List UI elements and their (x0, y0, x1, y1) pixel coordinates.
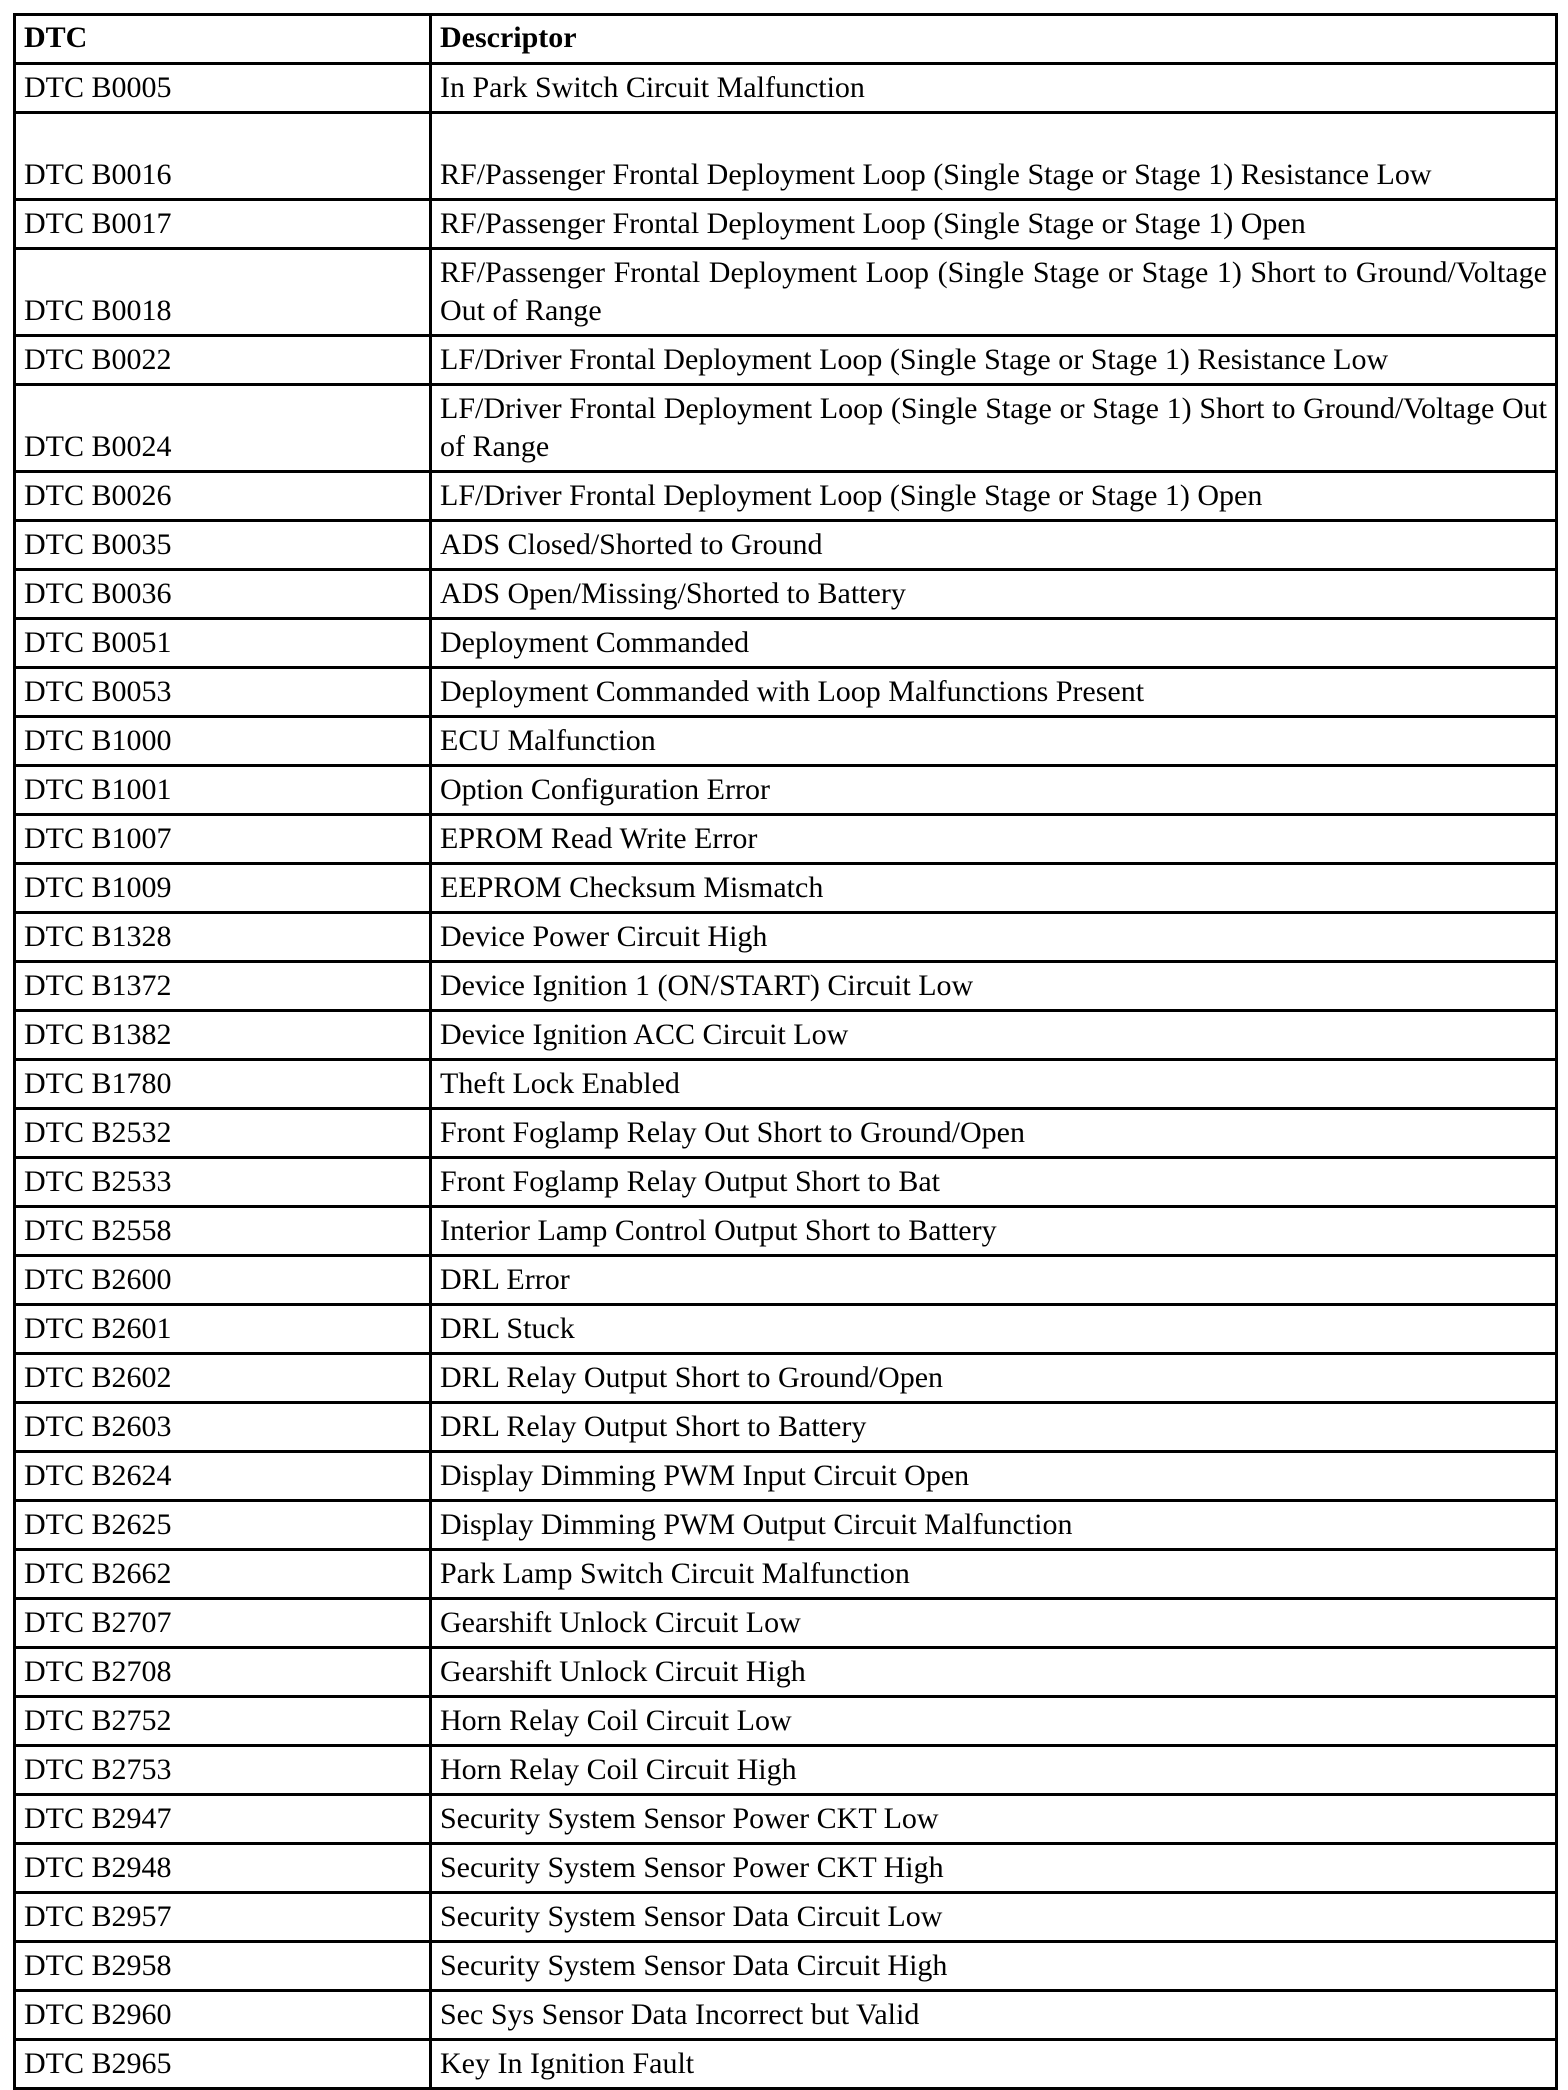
header-row (15, 15, 1557, 64)
dtc-code-cell: DTC B0035 (15, 521, 431, 570)
table-row (15, 1942, 1557, 1991)
dtc-code-cell: DTC B2707 (15, 1599, 431, 1648)
dtc-code-cell: DTC B2708 (15, 1648, 431, 1697)
dtc-descriptor-cell: Display Dimming PWM Input Circuit Open (431, 1452, 1557, 1501)
dtc-code-cell: DTC B2532 (15, 1109, 431, 1158)
dtc-descriptor-cell: Front Foglamp Relay Output Short to Bat (431, 1158, 1557, 1207)
dtc-code-cell: DTC B0051 (15, 619, 431, 668)
dtc-descriptor-cell: RF/Passenger Frontal Deployment Loop (Single Stage or Stage 1) Resistance Low (431, 113, 1557, 200)
dtc-descriptor-cell: Theft Lock Enabled (431, 1060, 1557, 1109)
dtc-code-cell: DTC B2958 (15, 1942, 431, 1991)
dtc-descriptor-cell: Sec Sys Sensor Data Incorrect but Valid (431, 1991, 1557, 2040)
dtc-code-cell: DTC B2601 (15, 1305, 431, 1354)
dtc-code-cell: DTC B0026 (15, 472, 431, 521)
table-row (15, 717, 1557, 766)
table-row (15, 668, 1557, 717)
dtc-descriptor-cell: ADS Closed/Shorted to Ground (431, 521, 1557, 570)
dtc-code-cell: DTC B2603 (15, 1403, 431, 1452)
dtc-descriptor-cell: RF/Passenger Frontal Deployment Loop (Single Stage or Stage 1) Open (431, 200, 1557, 249)
dtc-code-cell: DTC B1328 (15, 913, 431, 962)
dtc-code-cell: DTC B2662 (15, 1550, 431, 1599)
dtc-descriptor-cell: Key In Ignition Fault (431, 2040, 1557, 2089)
dtc-code-cell: DTC B2602 (15, 1354, 431, 1403)
dtc-code-cell: DTC B2965 (15, 2040, 431, 2089)
table-row (15, 1158, 1557, 1207)
table-row (15, 113, 1557, 200)
header-dtc: DTC (15, 15, 431, 64)
table-row (15, 766, 1557, 815)
table-body (15, 64, 1557, 2089)
table-row (15, 1060, 1557, 1109)
dtc-code-cell: DTC B2533 (15, 1158, 431, 1207)
table-row (15, 1795, 1557, 1844)
dtc-descriptor-cell: EPROM Read Write Error (431, 815, 1557, 864)
dtc-descriptor-cell: Horn Relay Coil Circuit Low (431, 1697, 1557, 1746)
dtc-descriptor-cell: Security System Sensor Power CKT High (431, 1844, 1557, 1893)
table-row (15, 1550, 1557, 1599)
table-row (15, 1746, 1557, 1795)
table-row (15, 249, 1557, 336)
dtc-code-cell: DTC B0017 (15, 200, 431, 249)
dtc-code-cell: DTC B1382 (15, 1011, 431, 1060)
dtc-code-cell: DTC B2948 (15, 1844, 431, 1893)
dtc-code-cell: DTC B1780 (15, 1060, 431, 1109)
table-header (15, 15, 1557, 64)
table-row (15, 200, 1557, 249)
table-row (15, 336, 1557, 385)
dtc-code-cell: DTC B2624 (15, 1452, 431, 1501)
dtc-descriptor-cell: Park Lamp Switch Circuit Malfunction (431, 1550, 1557, 1599)
table-row (15, 1697, 1557, 1746)
dtc-descriptor-cell: DRL Stuck (431, 1305, 1557, 1354)
dtc-descriptor-cell: Option Configuration Error (431, 766, 1557, 815)
table-row (15, 385, 1557, 472)
table-row (15, 1109, 1557, 1158)
dtc-descriptor-cell: ECU Malfunction (431, 717, 1557, 766)
table-row (15, 1501, 1557, 1550)
dtc-code-cell: DTC B1001 (15, 766, 431, 815)
dtc-descriptor-cell: DRL Error (431, 1256, 1557, 1305)
table-row (15, 1011, 1557, 1060)
dtc-descriptor-cell: In Park Switch Circuit Malfunction (431, 64, 1557, 113)
dtc-table (13, 13, 1558, 2090)
table-row (15, 1256, 1557, 1305)
dtc-code-cell: DTC B0036 (15, 570, 431, 619)
table-row (15, 1207, 1557, 1256)
dtc-descriptor-cell: Security System Sensor Data Circuit High (431, 1942, 1557, 1991)
dtc-descriptor-cell: Gearshift Unlock Circuit High (431, 1648, 1557, 1697)
dtc-code-cell: DTC B2558 (15, 1207, 431, 1256)
table-row (15, 570, 1557, 619)
dtc-descriptor-cell: Horn Relay Coil Circuit High (431, 1746, 1557, 1795)
dtc-descriptor-cell: Gearshift Unlock Circuit Low (431, 1599, 1557, 1648)
table-row (15, 1844, 1557, 1893)
dtc-descriptor-cell: RF/Passenger Frontal Deployment Loop (Single Stage or Stage 1) Short to Ground/Voltage Out of Range (431, 249, 1557, 336)
table-row (15, 815, 1557, 864)
dtc-descriptor-cell: DRL Relay Output Short to Ground/Open (431, 1354, 1557, 1403)
dtc-descriptor-cell: Device Ignition 1 (ON/START) Circuit Low (431, 962, 1557, 1011)
dtc-descriptor-cell: ADS Open/Missing/Shorted to Battery (431, 570, 1557, 619)
table-row (15, 1648, 1557, 1697)
dtc-code-cell: DTC B2947 (15, 1795, 431, 1844)
dtc-descriptor-cell: Display Dimming PWM Output Circuit Malfunction (431, 1501, 1557, 1550)
dtc-descriptor-cell: LF/Driver Frontal Deployment Loop (Single Stage or Stage 1) Short to Ground/Voltage Out of Range (431, 385, 1557, 472)
dtc-descriptor-cell: DRL Relay Output Short to Battery (431, 1403, 1557, 1452)
header-descriptor: Descriptor (431, 15, 1557, 64)
table-row (15, 1893, 1557, 1942)
dtc-code-cell: DTC B0005 (15, 64, 431, 113)
dtc-descriptor-cell: Interior Lamp Control Output Short to Battery (431, 1207, 1557, 1256)
dtc-descriptor-cell: Device Power Circuit High (431, 913, 1557, 962)
dtc-code-cell: DTC B0053 (15, 668, 431, 717)
dtc-code-cell: DTC B2600 (15, 1256, 431, 1305)
table-row (15, 619, 1557, 668)
dtc-code-cell: DTC B1009 (15, 864, 431, 913)
dtc-descriptor-cell: Deployment Commanded with Loop Malfunctions Present (431, 668, 1557, 717)
dtc-code-cell: DTC B1007 (15, 815, 431, 864)
table-row (15, 472, 1557, 521)
dtc-descriptor-cell: Device Ignition ACC Circuit Low (431, 1011, 1557, 1060)
dtc-code-cell: DTC B0018 (15, 249, 431, 336)
dtc-code-cell: DTC B2625 (15, 1501, 431, 1550)
table-row (15, 1305, 1557, 1354)
table-row (15, 521, 1557, 570)
table-row (15, 962, 1557, 1011)
dtc-descriptor-cell: Security System Sensor Power CKT Low (431, 1795, 1557, 1844)
dtc-code-cell: DTC B2753 (15, 1746, 431, 1795)
dtc-descriptor-cell: Front Foglamp Relay Out Short to Ground/Open (431, 1109, 1557, 1158)
table-row (15, 64, 1557, 113)
dtc-code-cell: DTC B2960 (15, 1991, 431, 2040)
dtc-code-cell: DTC B0024 (15, 385, 431, 472)
dtc-descriptor-cell: Security System Sensor Data Circuit Low (431, 1893, 1557, 1942)
table-row (15, 1403, 1557, 1452)
table-row (15, 913, 1557, 962)
dtc-code-cell: DTC B2752 (15, 1697, 431, 1746)
dtc-code-cell: DTC B0022 (15, 336, 431, 385)
dtc-code-cell: DTC B0016 (15, 113, 431, 200)
dtc-code-cell: DTC B2957 (15, 1893, 431, 1942)
table-row (15, 864, 1557, 913)
table-row (15, 2040, 1557, 2089)
dtc-descriptor-cell: EEPROM Checksum Mismatch (431, 864, 1557, 913)
dtc-descriptor-cell: LF/Driver Frontal Deployment Loop (Single Stage or Stage 1) Open (431, 472, 1557, 521)
dtc-descriptor-cell: Deployment Commanded (431, 619, 1557, 668)
table-row (15, 1599, 1557, 1648)
table-row (15, 1354, 1557, 1403)
dtc-code-cell: DTC B1372 (15, 962, 431, 1011)
dtc-descriptor-cell: LF/Driver Frontal Deployment Loop (Single Stage or Stage 1) Resistance Low (431, 336, 1557, 385)
table-row (15, 1452, 1557, 1501)
table-row (15, 1991, 1557, 2040)
dtc-code-cell: DTC B1000 (15, 717, 431, 766)
